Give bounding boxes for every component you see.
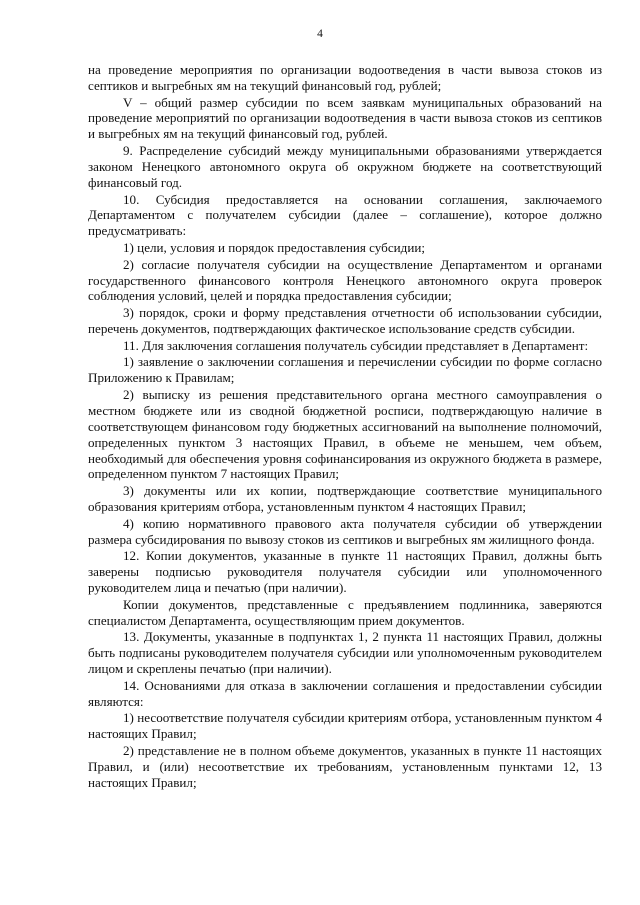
paragraph: 4) копию нормативного правового акта получателя субсидии об утверждении размера субсидирования по вывозу стоков из септиков и выгребных ям жилищного фонда. [88, 515, 602, 547]
paragraph: 2) согласие получателя субсидии на осуществление Департаментом и органами государственного финансового контроля Ненецкого автономного округа проверок соблюдения условий, целей и порядка предоставления субсидии; [88, 256, 602, 304]
document-body [88, 62, 602, 791]
paragraph: 2) представление не в полном объеме документов, указанных в пункте 11 настоящих Правил, и (или) несоответствие их требованиям, установленным пунктами 12, 13 настоящих Правил; [88, 742, 602, 790]
paragraph: 10. Субсидия предоставляется на основании соглашения, заключаемого Департаментом с получателем субсидии (далее – соглашение), которое должно предусматривать: [88, 191, 602, 239]
paragraph: V – общий размер субсидии по всем заявкам муниципальных образований на проведение мероприятий по организации водоотведения в части вывоза стоков из септиков и выгребных ям на текущий финансовый год, рублей. [88, 94, 602, 142]
paragraph: 2) выписку из решения представительного органа местного самоуправления о местном бюджете или из сводной бюджетной росписи, подтверждающую наличие в соответствующем финансовом году бюджетных ассигнований на выполнение полномочий, определенных пунктом 3 настоящих Правил, в объеме не меньшем, чем объем, необходимый для обеспечения уровня софинансирования из окружного бюджета в размере, определенном пунктом 7 настоящих Правил; [88, 386, 602, 482]
paragraph: 13. Документы, указанные в подпунктах 1, 2 пункта 11 настоящих Правил, должны быть подписаны руководителем получателя субсидии или уполномоченным руководителем лицом и скреплены печатью (при наличии). [88, 629, 602, 677]
paragraph: Копии документов, представленные с предъявлением подлинника, заверяются специалистом Департамента, осуществляющим прием документов. [88, 596, 602, 628]
paragraph: 1) несоответствие получателя субсидии критериям отбора, установленным пунктом 4 настоящих Правил; [88, 710, 602, 742]
paragraph: на проведение мероприятия по организации водоотведения в части вывоза стоков из септиков и выгребных ям на текущий финансовый год, рублей; [88, 62, 602, 93]
paragraph: 11. Для заключения соглашения получатель субсидии представляет в Департамент: [123, 337, 589, 353]
paragraph: 12. Копии документов, указанные в пункте 11 настоящих Правил, должны быть заверены подписью руководителя получателя субсидии или уполномоченного руководителем лица и печатью (при наличии). [88, 548, 602, 595]
paragraph: 14. Основаниями для отказа в заключении соглашения и предоставлении субсидии являются: [88, 677, 602, 709]
paragraph: 3) документы или их копии, подтверждающие соответствие муниципального образования критериям отбора, установленным пунктом 4 настоящих Правил; [88, 483, 602, 514]
paragraph: 1) цели, условия и порядок предоставления субсидии; [123, 239, 425, 255]
paragraph: 1) заявление о заключении соглашения и перечислении субсидии по форме согласно Приложению к Правилам; [88, 354, 602, 386]
paragraph: 3) порядок, сроки и форму представления отчетности об использовании субсидии, перечень документов, подтверждающих фактическое использование средств субсидии. [88, 305, 602, 336]
page-number: 4 [317, 28, 323, 40]
paragraph: 9. Распределение субсидий между муниципальными образованиями утверждается законом Ненецкого автономного округа об окружном бюджете на соответствующий финансовый год. [88, 143, 602, 190]
